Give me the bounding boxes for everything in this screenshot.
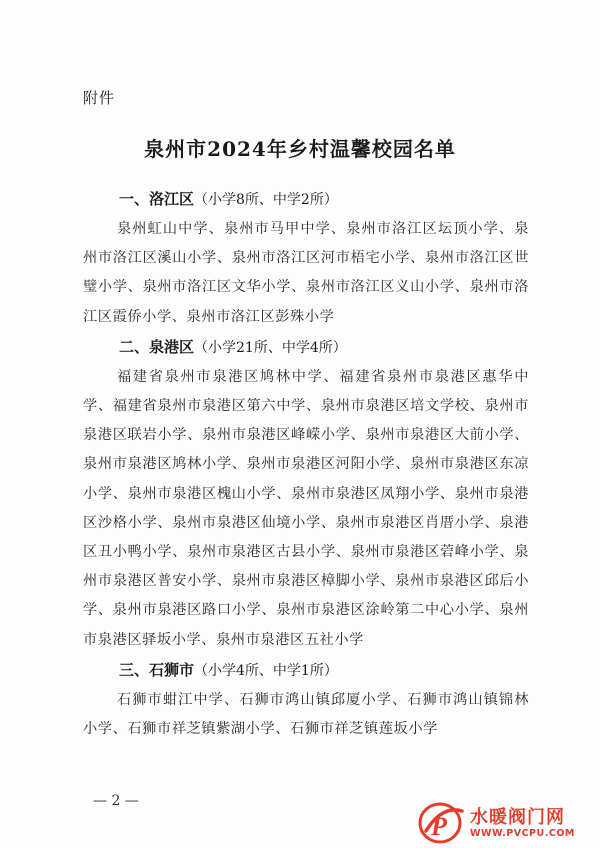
section-shishi <box>83 655 529 744</box>
section-schools: 泉州虹山中学、泉州市马甲中学、泉州市洛江区坛顶小学、泉州市洛江区溪山小学、泉州市洛江区河市梧宅小学、泉州市洛江区世璧小学、泉州市洛江区文华小学、泉州市洛江区义山小学、泉州市洛江区霞侨小学、泉州市洛江区彭殊小学 <box>83 221 529 325</box>
section-heading <box>83 655 529 686</box>
section-schools: 福建省泉州市泉港区鸠林中学、福建省泉州市泉港区惠华中学、福建省泉州市泉港区第六中学、泉州市泉港区培文学校、泉州市泉港区联岩小学、泉州市泉港区峰嵘小学、泉州市泉港区大前小学、泉州市泉港区鸠林小学、泉州市泉港区河阳小学、泉州市泉港区东凉小学、泉州市泉港区槐山小学、泉州市泉港区凤翔小学、泉州市泉港区沙格小学、泉州市泉港区仙境小学、泉州市泉港区肖厝小学、泉港区丑小鸭小学、泉州市泉港区古县小学、泉州市泉港区菪峰小学、泉州市泉港区普安小学、泉州市泉港区樟脚小学、泉州市泉港区邱后小学、泉州市泉港区路口小学、泉州市泉港区涂岭第二中心小学、泉州市泉港区驿坂小学、泉州市泉港区五社小学 <box>83 368 529 648</box>
section-count: （小学21所、中学4所） <box>194 339 347 356</box>
watermark <box>418 801 596 845</box>
section-heading <box>83 332 529 363</box>
attachment-label: 附件 <box>83 89 116 107</box>
watermark-logo-letter: P <box>431 812 447 841</box>
section-count: （小学8所、中学2所） <box>194 192 338 208</box>
school-list <box>83 184 529 744</box>
watermark-logo-icon <box>418 801 466 845</box>
section-luojiang <box>83 184 529 332</box>
section-name: 一、洛江区 <box>119 190 195 208</box>
page-number: — 2 — <box>93 793 139 809</box>
watermark-url: WWW.PVCPU.COM <box>470 828 575 839</box>
section-name: 二、泉港区 <box>119 337 195 356</box>
section-schools: 石狮市蚶江中学、石狮市鸿山镇邱厦小学、石狮市鸿山镇锦林小学、石狮市祥芝镇紫湖小学、石狮市祥芝镇莲坂小学 <box>83 691 529 738</box>
page-title: 泉州市2024年乡村温馨校园名单 <box>144 137 456 161</box>
section-quangang <box>83 332 529 655</box>
watermark-name: 水暖阀门网 <box>470 807 565 828</box>
section-heading <box>83 184 529 215</box>
section-count: （小学4所、中学1所） <box>194 662 338 679</box>
section-name: 三、石狮市 <box>119 660 195 679</box>
